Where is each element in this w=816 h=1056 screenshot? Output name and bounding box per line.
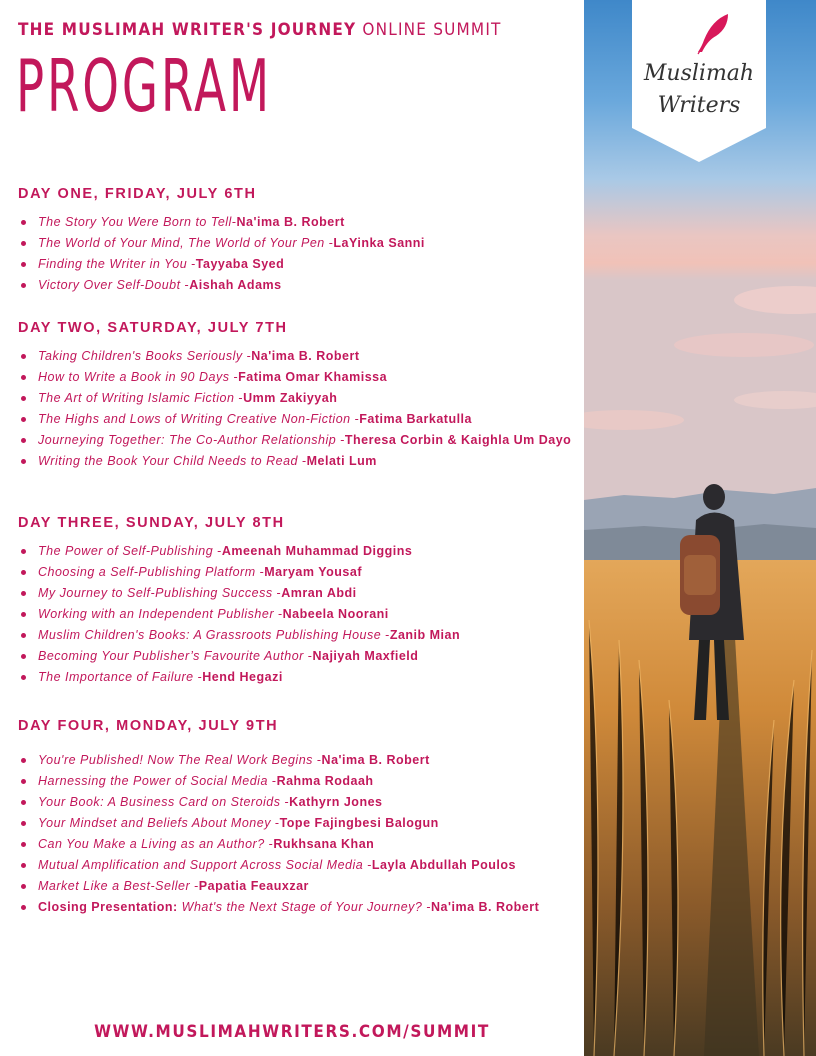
session-list (18, 750, 578, 918)
session-separator: - (184, 278, 190, 292)
session-separator: - (307, 649, 313, 663)
session-title: The Importance of Failure (38, 670, 198, 684)
session-separator: - (367, 858, 372, 872)
session-item (18, 855, 578, 876)
speaker-name: Zanib Mian (389, 628, 461, 642)
session-title: Your Book: A Business Card on Steroids (38, 795, 285, 809)
speaker-name: LaYinka Sanni (333, 236, 425, 250)
session-list (18, 346, 578, 472)
session-item (18, 451, 578, 472)
session-title: The Art of Writing Islamic Fiction (38, 391, 239, 405)
session-item (18, 667, 578, 688)
session-title: Harnessing the Power of Social Media (38, 774, 272, 788)
session-item (18, 388, 578, 409)
session-separator: - (277, 607, 283, 621)
session-separator: - (231, 215, 237, 229)
day-heading: DAY THREE, SUNDAY, JULY 8TH (18, 515, 285, 531)
session-item (18, 834, 578, 855)
speaker-name: Rahma Rodaah (276, 774, 374, 788)
session-item (18, 792, 578, 813)
speaker-name: Na'ima B. Robert (431, 900, 540, 914)
session-list (18, 541, 578, 688)
session-item (18, 212, 578, 233)
session-item (18, 254, 578, 275)
session-separator: - (316, 753, 322, 767)
session-separator: - (191, 257, 196, 271)
speaker-name: Najiyah Maxfield (312, 649, 419, 663)
session-separator: - (268, 837, 274, 851)
speaker-name: Na'ima B. Robert (321, 753, 430, 767)
speaker-name: Amran Abdi (281, 586, 357, 600)
speaker-name: Na'ima B. Robert (251, 349, 360, 363)
session-title: Mutual Amplification and Support Across Social Media (38, 858, 368, 872)
session-separator: - (284, 795, 290, 809)
day-heading: DAY ONE, FRIDAY, JULY 6TH (18, 186, 257, 202)
session-label: Closing Presentation: (38, 900, 182, 914)
session-title: Finding the Writer in You (38, 257, 192, 271)
session-item (18, 813, 578, 834)
session-separator: - (197, 670, 203, 684)
session-separator: - (385, 628, 390, 642)
logo-line2: Writers (657, 93, 741, 118)
session-item (18, 346, 578, 367)
session-separator: - (301, 454, 307, 468)
session-item (18, 275, 578, 296)
hero-photo (584, 0, 816, 1056)
session-title: Market Like a Best-Seller (38, 879, 195, 893)
session-item (18, 409, 578, 430)
session-title: Choosing a Self-Publishing Platform (38, 565, 260, 579)
speaker-name: Na'ima B. Robert (236, 215, 345, 229)
session-separator: - (217, 544, 222, 558)
session-title: How to Write a Book in 90 Days (38, 370, 234, 384)
speaker-name: Ameenah Muhammad Diggins (221, 544, 413, 558)
session-item (18, 897, 578, 918)
session-title: Journeying Together: The Co-Author Relationship (38, 433, 341, 447)
speaker-name: Umm Zakiyyah (243, 391, 338, 405)
summit-title: THE MUSLIMAH WRITER'S JOURNEY ONLINE SUMMIT (18, 20, 502, 40)
session-item (18, 750, 578, 771)
speaker-name: Kathyrn Jones (289, 795, 383, 809)
session-title: The Power of Self-Publishing (38, 544, 218, 558)
day-heading: DAY FOUR, MONDAY, JULY 9TH (18, 718, 279, 734)
session-separator: - (426, 900, 432, 914)
session-item (18, 562, 578, 583)
session-title: Taking Children's Books Seriously (38, 349, 247, 363)
session-item (18, 604, 578, 625)
session-title: Victory Over Self-Doubt (38, 278, 185, 292)
logo-line1: Muslimah (643, 61, 755, 86)
speaker-name: Melati Lum (306, 454, 377, 468)
speaker-name: Papatia Feauxzar (198, 879, 309, 893)
session-title: Becoming Your Publisher’s Favourite Author (38, 649, 308, 663)
session-title: Can You Make a Living as an Author? (38, 837, 269, 851)
session-title: Your Mindset and Beliefs About Money (38, 816, 275, 830)
speaker-name: Maryam Yousaf (264, 565, 362, 579)
speaker-name: Hend Hegazi (202, 670, 283, 684)
session-item (18, 771, 578, 792)
session-separator: - (233, 370, 239, 384)
session-title: You're Published! Now The Real Work Begins (38, 753, 317, 767)
session-item (18, 625, 578, 646)
session-separator: - (276, 586, 282, 600)
session-separator: - (274, 816, 280, 830)
speaker-name: Tope Fajingbesi Balogun (279, 816, 439, 830)
session-separator: - (259, 565, 265, 579)
speaker-name: Fatima Barkatulla (359, 412, 472, 426)
session-item (18, 583, 578, 604)
speaker-name: Nabeela Noorani (282, 607, 389, 621)
session-separator: - (238, 391, 244, 405)
session-item (18, 430, 578, 451)
page-title: PROGRAM (16, 44, 272, 128)
session-separator: - (271, 774, 277, 788)
session-title: Muslim Children's Books: A Grassroots Publishing House (38, 628, 386, 642)
session-title: The Highs and Lows of Writing Creative Non-Fiction (38, 412, 355, 426)
session-title: The Story You Were Born to Tell (38, 215, 232, 229)
session-separator: - (340, 433, 345, 447)
session-separator: - (194, 879, 199, 893)
speaker-name: Layla Abdullah Poulos (371, 858, 516, 872)
speaker-name: Fatima Omar Khamissa (238, 370, 388, 384)
session-item (18, 646, 578, 667)
session-item (18, 876, 578, 897)
session-item (18, 233, 578, 254)
session-list (18, 212, 578, 296)
session-item (18, 367, 578, 388)
speaker-name: Theresa Corbin & Kaighla Um Dayo (344, 433, 572, 447)
speaker-name: Tayyaba Syed (195, 257, 285, 271)
session-title: Writing the Book Your Child Needs to Read (38, 454, 302, 468)
session-title: The World of Your Mind, The World of Your Pen (38, 236, 329, 250)
session-item (18, 541, 578, 562)
speaker-name: Rukhsana Khan (273, 837, 375, 851)
session-title: My Journey to Self-Publishing Success (38, 586, 277, 600)
logo-banner (632, 0, 766, 165)
session-title: Working with an Independent Publisher (38, 607, 278, 621)
session-title: What's the Next Stage of Your Journey? (181, 900, 427, 914)
session-separator: - (354, 412, 360, 426)
day-heading: DAY TWO, SATURDAY, JULY 7TH (18, 320, 288, 336)
session-separator: - (328, 236, 334, 250)
speaker-name: Aishah Adams (189, 278, 282, 292)
summit-url[interactable]: WWW.MUSLIMAHWRITERS.COM/SUMMIT (94, 1022, 490, 1042)
session-separator: - (246, 349, 252, 363)
